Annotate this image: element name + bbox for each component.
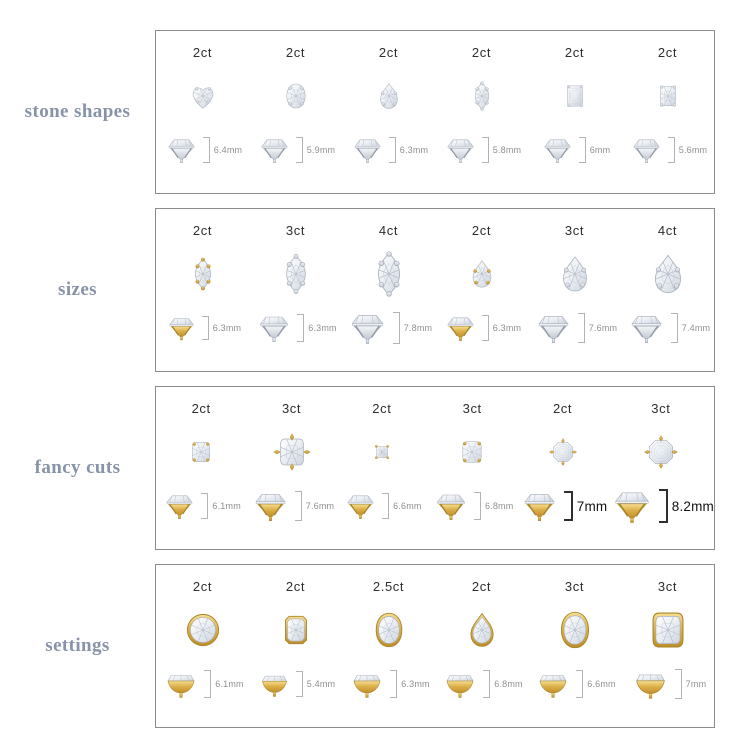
product-item bbox=[342, 565, 435, 727]
stud-side-view-icon bbox=[342, 492, 379, 520]
measurement-bracket bbox=[576, 670, 583, 698]
cushion-stone-icon bbox=[456, 423, 488, 481]
side-view-group bbox=[442, 305, 522, 351]
product-item bbox=[435, 31, 528, 193]
side-view-group bbox=[161, 661, 244, 707]
measurement-bracket bbox=[668, 137, 675, 163]
carat-label: 2ct bbox=[564, 45, 585, 60]
heart-stone-icon bbox=[187, 67, 219, 125]
side-view-group bbox=[161, 483, 241, 529]
cushion-stone-icon bbox=[272, 423, 312, 481]
measurement-bracket bbox=[675, 669, 682, 699]
section-settings bbox=[0, 564, 753, 728]
product-item bbox=[337, 387, 427, 549]
product-item bbox=[621, 209, 714, 371]
section-sizes bbox=[0, 208, 753, 372]
section-label: sizes bbox=[58, 279, 97, 300]
stud-side-view-icon bbox=[625, 312, 668, 344]
stud-side-view-icon bbox=[442, 314, 479, 342]
stud-side-view-icon bbox=[532, 312, 575, 344]
side-view-group bbox=[628, 127, 708, 173]
oval-stone-icon bbox=[556, 601, 594, 659]
measurement-bracket bbox=[483, 670, 490, 698]
carat-label: 4ct bbox=[378, 223, 399, 238]
product-item bbox=[249, 565, 342, 727]
measurement-bracket bbox=[579, 137, 586, 163]
carat-label: 2ct bbox=[552, 401, 573, 416]
height-measurement: 6.1mm bbox=[212, 501, 241, 511]
measurement-bracket bbox=[671, 313, 678, 343]
measurement-bracket bbox=[474, 492, 481, 520]
measurement-bracket bbox=[482, 315, 489, 341]
marquise-stone-icon bbox=[364, 245, 414, 303]
measurement-bracket bbox=[202, 316, 209, 340]
product-item bbox=[342, 31, 435, 193]
product-item bbox=[249, 209, 342, 371]
height-measurement: 7.4mm bbox=[681, 323, 711, 333]
height-measurement: 6.3mm bbox=[401, 679, 430, 689]
side-view-group bbox=[442, 127, 522, 173]
side-view-group bbox=[164, 305, 242, 351]
carat-label: 2ct bbox=[471, 45, 492, 60]
radiant-stone-icon bbox=[653, 67, 683, 125]
stud-side-view-icon bbox=[249, 490, 292, 522]
height-measurement: 6.8mm bbox=[494, 679, 523, 689]
height-measurement: 7mm bbox=[576, 498, 608, 514]
marquise-stone-icon bbox=[274, 245, 318, 303]
height-measurement: 6mm bbox=[589, 145, 611, 155]
carat-label: 2ct bbox=[285, 45, 306, 60]
side-view-group bbox=[608, 483, 714, 529]
measurement-bracket bbox=[393, 312, 400, 344]
carat-label: 2ct bbox=[192, 579, 213, 594]
product-item bbox=[156, 387, 246, 549]
carat-label: 2ct bbox=[471, 579, 492, 594]
emerald-stone-icon bbox=[560, 67, 590, 125]
stud-side-view-icon bbox=[608, 488, 656, 524]
carat-label: 3ct bbox=[564, 579, 585, 594]
product-item bbox=[528, 209, 621, 371]
carat-label: 2ct bbox=[285, 579, 306, 594]
height-measurement: 6.3mm bbox=[399, 145, 429, 155]
height-measurement: 5.6mm bbox=[678, 145, 708, 155]
carat-label: 3ct bbox=[564, 223, 585, 238]
height-measurement: 6.8mm bbox=[484, 501, 514, 511]
height-measurement: 5.4mm bbox=[306, 679, 336, 689]
carat-label: 2ct bbox=[192, 45, 213, 60]
product-item bbox=[342, 209, 435, 371]
side-view-group bbox=[431, 483, 514, 529]
measurement-bracket bbox=[482, 137, 489, 163]
stud-side-view-icon bbox=[533, 669, 573, 699]
pear-stone-icon bbox=[553, 245, 597, 303]
section-label-column bbox=[0, 386, 155, 550]
measurement-bracket bbox=[578, 313, 585, 343]
carat-label: 3ct bbox=[651, 401, 671, 416]
product-item bbox=[156, 565, 249, 727]
height-measurement: 6.3mm bbox=[212, 323, 242, 333]
carat-label: 2ct bbox=[378, 45, 399, 60]
radiant-stone-icon bbox=[279, 601, 313, 659]
carat-label: 3ct bbox=[281, 401, 302, 416]
side-view-group bbox=[342, 483, 422, 529]
height-measurement: 8.2mm bbox=[671, 498, 714, 514]
princess-stone-icon bbox=[370, 423, 394, 481]
measurement-bracket bbox=[204, 670, 211, 698]
height-measurement: 7.6mm bbox=[305, 501, 335, 511]
comparison-box bbox=[155, 208, 715, 372]
pear-stone-icon bbox=[465, 601, 499, 659]
measurement-bracket bbox=[201, 493, 208, 519]
measurement-bracket bbox=[389, 137, 396, 163]
height-measurement: 7mm bbox=[685, 679, 707, 689]
round-stone-icon bbox=[185, 601, 221, 659]
section-label: fancy cuts bbox=[34, 457, 121, 478]
height-measurement: 6.6mm bbox=[587, 679, 616, 689]
product-item bbox=[621, 31, 714, 193]
side-view-group bbox=[440, 661, 523, 707]
side-view-group bbox=[254, 305, 337, 351]
product-item bbox=[249, 31, 342, 193]
cushion-stone-icon bbox=[647, 601, 689, 659]
measurement-bracket bbox=[296, 137, 303, 163]
oval-stone-icon bbox=[371, 601, 407, 659]
section-label: settings bbox=[45, 635, 110, 656]
product-item bbox=[528, 31, 621, 193]
product-item bbox=[435, 209, 528, 371]
product-item bbox=[427, 387, 517, 549]
measurement-bracket bbox=[297, 314, 304, 342]
product-item bbox=[608, 387, 714, 549]
side-view-group bbox=[518, 483, 608, 529]
stud-side-view-icon bbox=[161, 492, 198, 520]
carat-label: 2ct bbox=[191, 401, 211, 416]
height-measurement: 5.8mm bbox=[492, 145, 522, 155]
height-measurement: 6.3mm bbox=[492, 323, 522, 333]
side-view-group bbox=[249, 483, 335, 529]
stud-side-view-icon bbox=[256, 670, 293, 698]
height-measurement: 7.6mm bbox=[588, 323, 618, 333]
stud-side-view-icon bbox=[254, 313, 294, 343]
side-view-group bbox=[163, 127, 243, 173]
carat-label: 2ct bbox=[372, 401, 392, 416]
side-view-group bbox=[539, 127, 611, 173]
height-measurement: 7.8mm bbox=[403, 323, 433, 333]
stud-side-view-icon bbox=[345, 311, 390, 345]
section-label-column bbox=[0, 208, 155, 372]
product-item bbox=[435, 565, 528, 727]
pear-stone-icon bbox=[373, 67, 405, 125]
carat-label: 3ct bbox=[462, 401, 482, 416]
product-item bbox=[517, 387, 607, 549]
height-measurement: 6.3mm bbox=[308, 323, 337, 333]
section-label-column bbox=[0, 564, 155, 728]
product-item bbox=[156, 209, 249, 371]
product-item bbox=[528, 565, 621, 727]
oval-stone-icon bbox=[280, 67, 312, 125]
measurement-bracket bbox=[382, 493, 389, 519]
stud-side-view-icon bbox=[347, 669, 387, 699]
marquise-stone-icon bbox=[185, 245, 221, 303]
stud-side-view-icon bbox=[629, 668, 672, 700]
side-view-group bbox=[345, 305, 433, 351]
stud-side-view-icon bbox=[256, 136, 293, 164]
side-view-group bbox=[347, 661, 430, 707]
height-measurement: 6.1mm bbox=[215, 679, 244, 689]
carat-label: 2ct bbox=[471, 223, 492, 238]
pear-stone-icon bbox=[465, 245, 499, 303]
section-label-column bbox=[0, 30, 155, 194]
asscher-stone-icon bbox=[548, 423, 578, 481]
stud-side-view-icon bbox=[164, 315, 199, 341]
measurement-bracket bbox=[390, 670, 397, 698]
measurement-bracket bbox=[296, 671, 303, 697]
section-label: stone shapes bbox=[24, 101, 131, 122]
stud-side-view-icon bbox=[163, 136, 200, 164]
pear-stone-icon bbox=[644, 245, 692, 303]
side-view-group bbox=[256, 127, 336, 173]
carat-label: 2ct bbox=[657, 45, 678, 60]
product-item bbox=[621, 565, 714, 727]
comparison-box bbox=[155, 564, 715, 728]
carat-label: 3ct bbox=[657, 579, 678, 594]
stud-side-view-icon bbox=[349, 136, 386, 164]
comparison-box bbox=[155, 30, 715, 194]
stud-side-view-icon bbox=[431, 491, 471, 521]
cushion-stone-icon bbox=[186, 423, 216, 481]
stud-side-view-icon bbox=[539, 136, 576, 164]
product-item bbox=[246, 387, 336, 549]
side-view-group bbox=[533, 661, 616, 707]
section-stone-shapes bbox=[0, 30, 753, 194]
side-view-group bbox=[256, 661, 336, 707]
side-view-group bbox=[629, 661, 707, 707]
height-measurement: 5.9mm bbox=[306, 145, 336, 155]
height-measurement: 6.4mm bbox=[213, 145, 243, 155]
marquise-stone-icon bbox=[466, 67, 498, 125]
stud-side-view-icon bbox=[442, 136, 479, 164]
stud-side-view-icon bbox=[161, 669, 201, 699]
stud-side-view-icon bbox=[518, 490, 561, 522]
stud-side-view-icon bbox=[628, 136, 665, 164]
stud-side-view-icon bbox=[440, 669, 480, 699]
comparison-box bbox=[155, 386, 715, 550]
measurement-bracket bbox=[295, 491, 302, 521]
section-fancy-cuts bbox=[0, 386, 753, 550]
carat-label: 3ct bbox=[285, 223, 306, 238]
measurement-bracket bbox=[564, 491, 573, 521]
side-view-group bbox=[625, 305, 711, 351]
asscher-stone-icon bbox=[643, 423, 679, 481]
carat-label: 4ct bbox=[657, 223, 678, 238]
product-item bbox=[156, 31, 249, 193]
carat-label: 2.5ct bbox=[372, 579, 405, 594]
measurement-bracket bbox=[659, 489, 668, 523]
side-view-group bbox=[532, 305, 618, 351]
measurement-bracket bbox=[203, 137, 210, 163]
height-measurement: 6.6mm bbox=[393, 501, 422, 511]
carat-label: 2ct bbox=[192, 223, 213, 238]
side-view-group bbox=[349, 127, 429, 173]
